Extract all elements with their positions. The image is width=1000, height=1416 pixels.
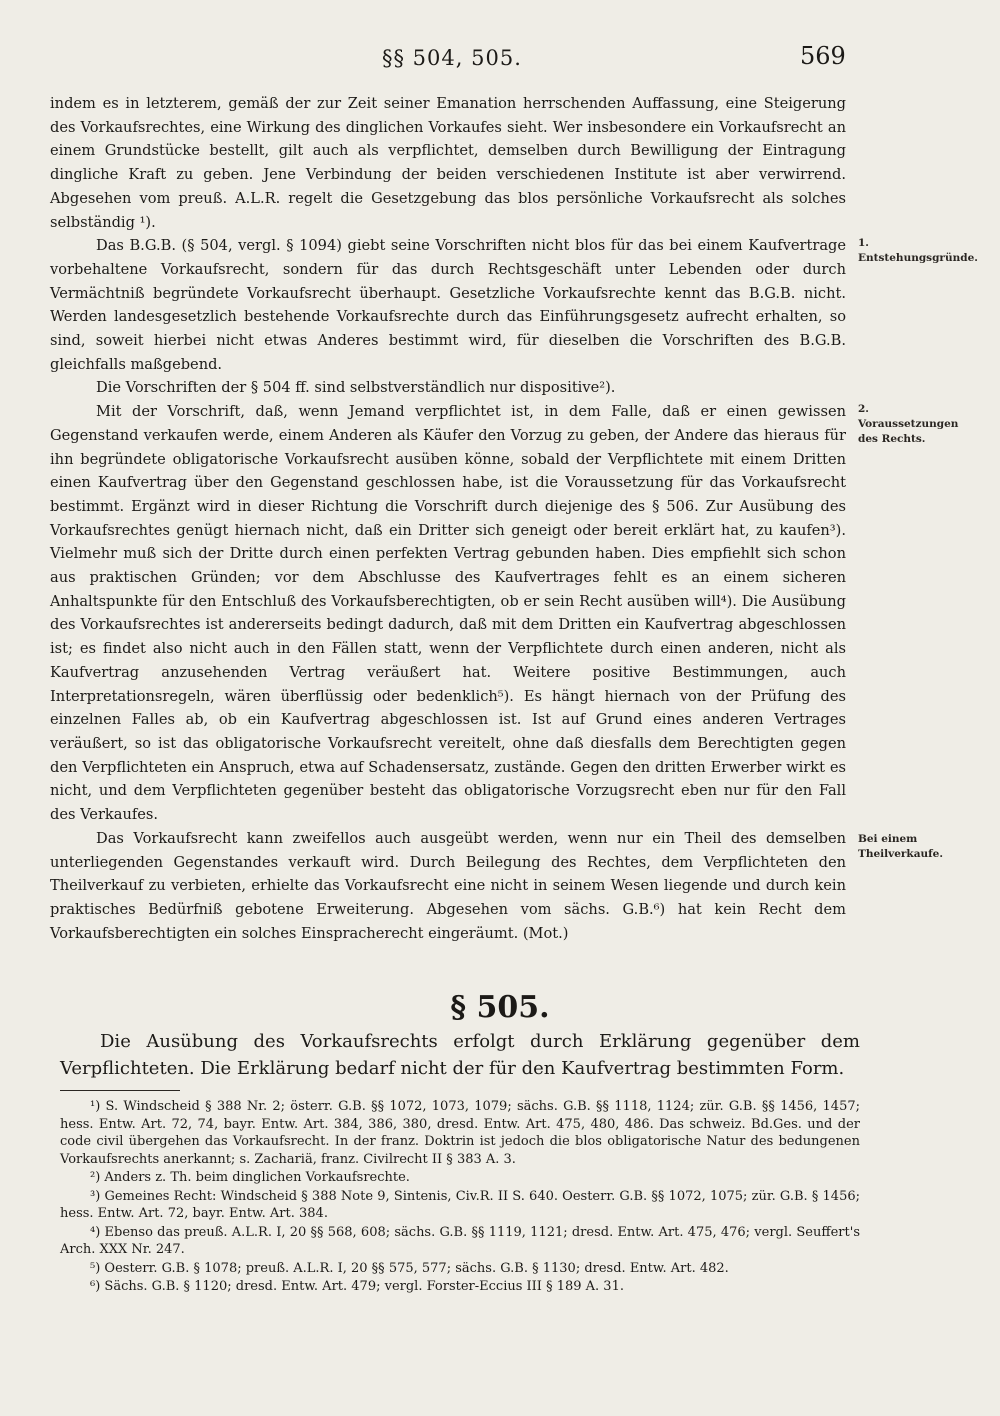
margin-note-partial-sale: Bei einem Theilverkaufe. [858,833,943,860]
footnote-1: ¹) S. Windscheid § 388 Nr. 2; österr. G.B. §§ 1072, 1073, 1079; sächs. G.B. §§ 1118, 1124; zür. G.B. §§ 1456, 1457; hess. Entw. Art. 72, 74, bayr. Entw. Art. 384, 386, 380, dresd. Entw. Art. 475, 480, 486. Das schweiz. Bd.Ges. und der code civil übergehen das Vorkaufsrecht. In der franz. Doktrin ist jedoch die blos obligatorische Natur des bedungenen Vorkaufsrechts anerkannt; s. Zachariä, franz. Civilrecht II § 383 A. 3. [60,1099,860,1167]
page-header [0,42,1000,76]
footnote-2: ²) Anders z. Th. beim dinglichen Vorkaufsrechte. [90,1170,410,1185]
paragraph-origins: Das B.G.B. (§ 504, vergl. § 1094) giebt seine Vorschriften nicht blos für das bei einem Kaufvertrage vorbehaltene Vorkaufsrecht, sondern für das durch Rechtsgeschäft unter Lebenden oder durch Vermächtniß begründete Vorkaufsrecht überhaupt. Gesetzliche Vorkaufsrechte kennt das B.G.B. nicht. Werden landesgesetzlich bestehende Vorkaufsrechte durch das Einführungsgesetz aufrecht erhalten, so sind, soweit hierbei nicht etwas Anderes bestimmt wird, für dieselben die Vorschriften des B.G.B. gleichfalls maßgebend. [50,237,846,373]
footnote-4: ⁴) Ebenso das preuß. A.L.R. I, 20 §§ 568, 608; sächs. G.B. §§ 1119, 1121; dresd. Entw. Art. 475, 476; vergl. Seuffert's Arch. XXX Nr. 247. [60,1224,860,1257]
footnote-6: ⁶) Sächs. G.B. § 1120; dresd. Entw. Art. 479; vergl. Forster-Eccius III § 189 A. 31. [90,1279,624,1294]
margin-note-origins: 1. Entstehungsgründe. [858,237,978,264]
section-heading: § 505. [450,990,550,1025]
paragraph-continuation: indem es in letzterem, gemäß der zur Zeit seiner Emanation herrschenden Auffassung, eine Steigerung des Vorkaufsrechtes, eine Wirkung des dinglichen Vorkaufes sieht. Wer insbesondere ein Vorkaufsrecht an einem Grundstücke bestellt, gilt auch als verpflichtet, demselben durch Bewilligung der Eintragung dingliche Kraft zu geben. Jene Verbindung der beiden verschiedenen Institute ist aber verwirrend. Abgesehen vom preuß. A.L.R. regelt die Gesetzgebung das blos persönliche Vorkaufsrecht als solches selbständig ¹). [50,95,846,231]
footnote-3: ³) Gemeines Recht: Windscheid § 388 Note 9, Sintenis, Civ.R. II S. 640. Oesterr. G.B. §§ 1072, 1075; zür. G.B. § 1456; hess. Entw. Art. 72, bayr. Entw. Art. 384. [60,1188,860,1221]
paragraph-prerequisites: Mit der Vorschrift, daß, wenn Jemand verpflichtet ist, in dem Falle, daß er einen gewissen Gegenstand verkaufen werde, einem Anderen als Käufer den Vorzug zu geben, der Andere das hieraus für ihn begründete obligatorische Vorkaufsrecht ausüben könne, sobald der Verpflichtete mit einem Dritten einen Kaufvertrag über den Gegenstand geschlossen habe, ist die Voraussetzung für das Vorkaufsrecht bestimmt. Ergänzt wird in dieser Richtung die Vorschrift durch diejenige des § 506. Zur Ausübung des Vorkaufsrechtes genügt hiernach nicht, daß ein Dritter sich geneigt oder bereit erklärt hat, zu kaufen³). Vielmehr muß sich der Dritte durch einen perfekten Vertrag gebunden haben. Dies empfiehlt sich schon aus praktischen Gründen; vor dem Abschlusse des Kaufvertrages fehlt es an einem sicheren Anhaltspunkte für den Entschluß des Vorkaufsberechtigten, ob er sein Recht ausüben will⁴). Die Ausübung des Vorkaufsrechtes ist andererseits bedingt dadurch, daß mit dem Dritten ein Kaufvertrag abgeschlossen ist; es findet also nicht auch in den Fällen statt, wenn der Verpflichtete durch einen anderen, nicht als Kaufvertrag anzusehenden Vertrag veräußert hat. Weitere positive Bestimmungen, auch Interpretationsregeln, wären überflüssig oder bedenklich⁵). Es hängt hiernach von der Prüfung des einzelnen Falles ab, ob ein Kaufvertrag abgeschlossen ist. Ist auf Grund eines anderen Vertrages veräußert, so ist das obligatorische Vorkaufsrecht vereitelt, ohne daß diesfalls dem Berechtigten gegen den Verpflichteten ein Anspruch, etwa auf Schadensersatz, zustände. Gegen den dritten Erwerber wirkt es nicht, und dem Verpflichteten gegenüber besteht das obligatorische Vorzugsrecht eben nur für den Fall des Verkaufes. [50,403,846,824]
page-number: 569 [800,42,846,70]
footnotes [60,1098,860,1297]
footnote-rule [60,1090,180,1091]
footnote-5: ⁵) Oesterr. G.B. § 1078; preuß. A.L.R. I, 20 §§ 575, 577; sächs. G.B. § 1130; dresd. Entw. Art. 482. [90,1260,729,1276]
margin-note-prerequisites: 2. Voraussetzungen des Rechts. [858,403,959,445]
running-head: §§ 504, 505. [382,46,522,70]
statute-text [60,1028,860,1082]
statute-paragraph: Die Ausübung des Vorkaufsrechts erfolgt durch Erklärung gegenüber dem Verpflichteten. Die Erklärung bedarf nicht der für den Kaufvertrag bestimmten Form. [60,1031,860,1079]
paragraph-partial-sale: Das Vorkaufsrecht kann zweifellos auch ausgeübt werden, wenn nur ein Theil des demselben unterliegenden Gegenstandes verkauft wird. Durch Beilegung des Rechtes, dem Verpflichteten den Theilverkauf zu verbieten, erhielte das Vorkaufsrecht eine nicht in seinem Wesen liegende und durch kein praktisches Bedürfniß gebotene Erweiterung. Abgesehen vom sächs. G.B.⁶) hat kein Recht dem Vorkaufsberechtigten ein solches Einspracherecht eingeräumt. (Mot.) [50,829,846,942]
paragraph-dispositive: Die Vorschriften der § 504 ff. sind selbstverständlich nur dispositive²). [96,379,616,397]
main-text [50,92,846,945]
